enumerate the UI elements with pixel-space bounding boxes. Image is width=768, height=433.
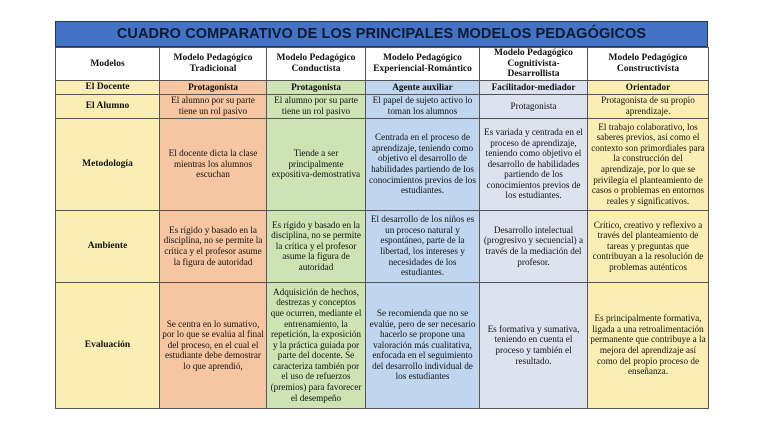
row-label: Metodología [56,118,160,210]
comparison-table [55,47,709,409]
table-cell: El desarrollo de los niños es un proceso natural y espontáneo, parte de la libertad, los intereses y necesidades de los estudiantes. [366,210,480,282]
page-title: CUADRO COMPARATIVO DE LOS PRINCIPALES MODELOS PEDAGÓGICOS [55,21,708,47]
table-cell: Protagonista de su propio aprendizaje. [588,94,709,118]
header-conductista: Modelo Pedagógico Conductista [267,48,366,81]
table-cell: Orientador [588,80,709,94]
table-cell: Protagonista [160,80,267,94]
table-cell: Tiende a ser principalmente expositiva-demostrativa [267,118,366,210]
table-cell: Es rígido y basado en la disciplina, no se permite la crítica y el profesor asume la figura de autoridad [160,210,267,282]
row-docente [56,80,709,94]
header-tradicional: Modelo Pedagógico Tradicional [160,48,267,81]
table-cell: Es formativa y sumativa, teniendo en cuenta el proceso y también el resultado. [480,282,588,408]
table-cell: El alumno por su parte tiene un rol pasivo [160,94,267,118]
row-label: El Docente [56,80,160,94]
table-cell: Protagonista [480,94,588,118]
table-cell: El alumno por su parte tiene un rol pasivo [267,94,366,118]
table-cell: Facilitador-mediador [480,80,588,94]
table-cell: Adquisición de hechos, destrezas y conceptos que ocurren, mediante el entrenamiento, la repetición, la exposición y la práctica guiada por parte del docente. Se caracteriza también por el uso de refuerzos (premios) para favorecer el desempeño [267,282,366,408]
table-cell: Se recomienda que no se evalúe, pero de ser necesario hacerlo se propone una valoración más cualitativa, enfocada en el seguimiento del desarrollo individual de los estudiantes [366,282,480,408]
table-cell: Agente auxiliar [366,80,480,94]
row-ambiente [56,210,709,282]
row-metodologia [56,118,709,210]
table-cell: El papel de sujeto activo lo toman los alumnos [366,94,480,118]
row-label: Ambiente [56,210,160,282]
table-cell: El trabajo colaborativo, los saberes previos, así como el contexto son primordiales para la construcción del aprendizaje, por lo que se privilegia el planteamiento de casos o problemas en entornos reales y significativos. [588,118,709,210]
table-cell: El docente dicta la clase mientras los alumnos escuchan [160,118,267,210]
table-cell: Es principalmente formativa, ligada a una retroalimentación permanente que contribuye a la mejora del aprendizaje así como del propio proceso de enseñanza. [588,282,709,408]
header-cognitivista: Modelo Pedagógico Cognitivista-Desarrollista [480,48,588,81]
table-cell: Es rígido y basado en la disciplina, no se permite la crítica y el profesor asume la figura de autoridad [267,210,366,282]
table-cell: Crítico, creativo y reflexivo a través del planteamiento de tareas y preguntas que contribuyan a la resolución de problemas auténticos [588,210,709,282]
header-experiencial: Modelo Pedagógico Experiencial-Romántico [366,48,480,81]
header-row [56,48,709,81]
table-cell: Protagonista [267,80,366,94]
header-constructivista: Modelo Pedagógico Constructivista [588,48,709,81]
table-cell: Desarrollo intelectual (progresivo y secuencial) a través de la mediación del profesor. [480,210,588,282]
comparison-sheet [55,21,708,409]
table-cell: Es variada y centrada en el proceso de aprendizaje, teniendo como objetivo el desarrollo de habilidades partiendo de los conocimientos previos de los estudiantes. [480,118,588,210]
header-models: Modelos [56,48,160,81]
row-alumno [56,94,709,118]
table-cell: Centrada en el proceso de aprendizaje, teniendo como objetivo el desarrollo de habilidades partiendo de los conocimientos previos de los estudiantes. [366,118,480,210]
table-cell: Se centra en lo sumativo, por lo que se evalúa al final del proceso, en el cual el estudiante debe demostrar lo que aprendió, [160,282,267,408]
row-evaluacion [56,282,709,408]
row-label: Evaluación [56,282,160,408]
row-label: El Alumno [56,94,160,118]
